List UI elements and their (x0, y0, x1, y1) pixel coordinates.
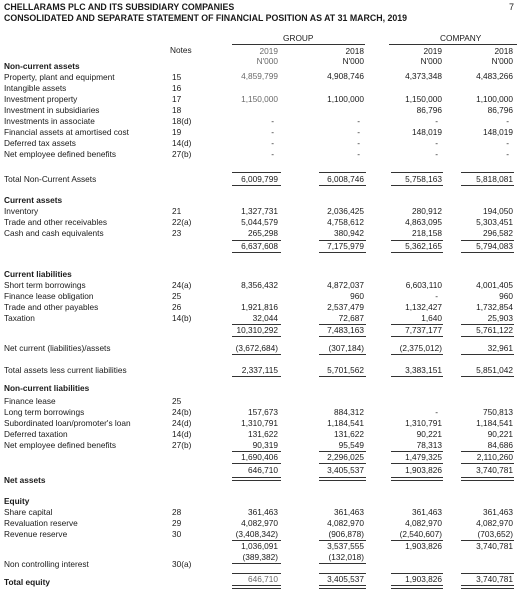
cell: 3,537,555 (327, 541, 364, 551)
cell: 5,303,451 (476, 217, 513, 227)
currency-company-2019: N'000 (420, 56, 442, 66)
cell: - (271, 138, 274, 148)
cell: 2,337,115 (241, 365, 278, 375)
row-label-revaluation-reserve: Revaluation reserve (4, 518, 78, 528)
rule (319, 376, 366, 377)
cell: 380,942 (334, 228, 364, 238)
cell: 1,100,000 (327, 94, 364, 104)
cell: 3,740,781 (476, 541, 513, 551)
cell: 1,921,816 (241, 302, 278, 312)
row-label-total-assets-less-cl: Total assets less current liabilities (4, 365, 127, 375)
row-label-net-employee-benefits: Net employee defined benefits (4, 149, 117, 159)
currency-group-2019: N'000 (256, 56, 278, 66)
cell: 361,463 (412, 507, 442, 517)
cell: 1,184,541 (327, 418, 364, 428)
row-label-net-assets: Net assets (4, 475, 46, 485)
cell: 265,298 (248, 228, 278, 238)
row-note-ppe: 15 (172, 72, 182, 82)
cell: - (271, 127, 274, 137)
row-label-short-term-borrowings: Short term borrowings (4, 280, 86, 290)
cell: (389,382) (242, 552, 278, 562)
row-label-cash: Cash and cash equivalents (4, 228, 104, 238)
rule (232, 354, 281, 355)
ppe-group-2018: 4,908,746 (327, 71, 364, 81)
rule (391, 463, 443, 464)
row-note-trade-payables: 26 (172, 302, 182, 312)
cell: 4,001,405 (476, 280, 513, 290)
current-assets-subtotal: 6,637,608 (241, 241, 278, 251)
row-note-finance-lease: 25 (172, 396, 182, 406)
row-label-financial-assets: Financial assets at amortised cost (4, 127, 129, 137)
cell: 1,150,000 (405, 94, 442, 104)
rule (319, 463, 366, 464)
ppe-company-2019: 4,373,348 (405, 71, 442, 81)
cell: 3,405,537 (327, 465, 364, 475)
cell: 90,319 (252, 440, 278, 450)
row-note-deferred-tax-assets: 14(d) (172, 138, 192, 148)
page-number: 7 (509, 2, 515, 12)
cell: 72,687 (338, 313, 364, 323)
rule (232, 252, 281, 253)
cell: - (435, 407, 438, 417)
cell: 90,221 (416, 429, 442, 439)
cell: 4,082,970 (476, 518, 513, 528)
cell: 4,863,095 (405, 217, 442, 227)
cell: (2,375,012) (399, 343, 442, 353)
cell: 32,044 (252, 313, 278, 323)
cell: 1,640 (421, 313, 442, 323)
cell: 86,796 (487, 105, 513, 115)
rule (461, 376, 514, 377)
cell: 5,851,042 (476, 365, 513, 375)
cell: - (506, 116, 509, 126)
row-label-finance-lease: Finance lease (4, 396, 56, 406)
row-note-revenue-reserve: 30 (172, 529, 182, 539)
cell: 78,313 (416, 440, 442, 450)
row-note-trade-receivables: 22(a) (172, 217, 192, 227)
cell: 7,737,177 (405, 325, 442, 335)
row-note-net-employee-benefits-ncl: 27(b) (172, 440, 192, 450)
row-note-deferred-taxation: 14(d) (172, 429, 192, 439)
cell: 5,758,163 (405, 174, 442, 184)
cell: 5,761,122 (476, 325, 513, 335)
rule (319, 172, 366, 173)
row-label-investments-associate: Investments in associate (4, 116, 95, 126)
cell: - (506, 138, 509, 148)
group-heading-rule (232, 44, 365, 45)
cell: 7,175,979 (327, 241, 364, 251)
row-label-subordinated-loan: Subordinated loan/promoter's loan (4, 418, 131, 428)
cell: 6,603,110 (405, 280, 442, 290)
cell: 4,082,970 (241, 518, 278, 528)
company-title: CHELLARAMS PLC AND ITS SUBSIDIARY COMPANIES (4, 2, 235, 12)
cell: 1,479,325 (405, 452, 442, 462)
rule (232, 573, 281, 574)
rule (391, 354, 443, 355)
row-note-taxation: 14(b) (172, 313, 192, 323)
cell: 95,549 (338, 440, 364, 450)
row-label-total-equity: Total equity (4, 577, 50, 587)
section-equity: Equity (4, 496, 30, 506)
cell: 3,740,781 (476, 465, 513, 475)
cell: 5,362,165 (405, 241, 442, 251)
cell: 1,132,427 (405, 302, 442, 312)
row-note-investment-property: 17 (172, 94, 182, 104)
rule (232, 463, 281, 464)
cell: - (357, 149, 360, 159)
cell: 884,312 (334, 407, 364, 417)
cell: 3,405,537 (327, 574, 364, 584)
row-label-trade-receivables: Trade and other receivables (4, 217, 108, 227)
rule (319, 585, 366, 589)
row-note-short-term-borrowings: 24(a) (172, 280, 192, 290)
cell: 86,796 (416, 105, 442, 115)
section-non-current-assets: Non-current assets (4, 61, 80, 71)
row-label-net-employee-benefits-ncl: Net employee defined benefits (4, 440, 117, 450)
row-note-share-capital: 28 (172, 507, 182, 517)
rule (461, 172, 514, 173)
rule (319, 477, 366, 481)
cell: 194,050 (483, 206, 513, 216)
cell: 2,537,479 (327, 302, 364, 312)
section-non-current-liabilities: Non-current liabilities (4, 383, 90, 393)
rule (391, 172, 443, 173)
rule (319, 336, 366, 337)
rule (232, 336, 281, 337)
cell: 1,732,854 (476, 302, 513, 312)
cell: 5,044,579 (241, 217, 278, 227)
cell: 1,903,826 (405, 541, 442, 551)
cell: 148,019 (483, 127, 513, 137)
cell: 1,310,791 (405, 418, 442, 428)
row-note-financial-assets: 19 (172, 127, 182, 137)
rule (461, 252, 514, 253)
cell: 5,818,081 (476, 174, 513, 184)
row-label-inventory: Inventory (4, 206, 39, 216)
cell: 2,110,260 (476, 452, 513, 462)
section-current-liabilities: Current liabilities (4, 269, 72, 279)
cell: 4,872,037 (327, 280, 364, 290)
cell: (132,018) (328, 552, 364, 562)
cell: - (357, 116, 360, 126)
rule (461, 463, 514, 464)
cell: 646,710 (248, 574, 278, 584)
cell: 960 (350, 291, 364, 301)
cell: 4,082,970 (327, 518, 364, 528)
cell: 5,794,083 (476, 241, 513, 251)
cell: 25,903 (487, 313, 513, 323)
cell: 361,463 (483, 507, 513, 517)
rule (461, 185, 514, 186)
cell: 296,582 (483, 228, 513, 238)
row-label-non-controlling-interest: Non controlling interest (4, 559, 89, 569)
cell: (906,878) (328, 529, 364, 539)
rule (391, 336, 443, 337)
row-note-revaluation-reserve: 29 (172, 518, 182, 528)
cell: 3,740,781 (476, 574, 513, 584)
row-label-net-current: Net current (liabilities)/assets (4, 343, 111, 353)
row-label-intangible: Intangible assets (4, 83, 67, 93)
row-note-non-controlling-interest: 30(a) (172, 559, 192, 569)
rule (319, 185, 366, 186)
row-label-taxation: Taxation (4, 313, 35, 323)
row-label-investment-subsidiaries: Investment in subsidiaries (4, 105, 100, 115)
cell: - (435, 138, 438, 148)
row-label-long-term-borrowings: Long term borrowings (4, 407, 85, 417)
company-heading-rule (389, 44, 517, 45)
rule (391, 477, 443, 481)
cell: - (271, 116, 274, 126)
cell: 2,296,025 (327, 452, 364, 462)
non-current-liabilities-subtotal: 1,690,406 (241, 452, 278, 462)
year-group-2018: 2018 (345, 46, 364, 56)
cell: 148,019 (412, 127, 442, 137)
cell: 6,008,746 (327, 174, 364, 184)
currency-company-2018: N'000 (491, 56, 513, 66)
row-note-intangible: 16 (172, 83, 182, 93)
cell: 90,221 (487, 429, 513, 439)
rule (391, 252, 443, 253)
row-note-net-employee-benefits: 27(b) (172, 149, 192, 159)
row-note-long-term-borrowings: 24(b) (172, 407, 192, 417)
cell: 361,463 (334, 507, 364, 517)
cell: 4,758,612 (327, 217, 364, 227)
cell: (3,672,684) (235, 343, 278, 353)
cell: 1,150,000 (241, 94, 278, 104)
cell: 4,082,970 (405, 518, 442, 528)
cell: 960 (499, 291, 513, 301)
cell: - (271, 149, 274, 159)
cell: 1,184,541 (476, 418, 513, 428)
row-label-trade-payables: Trade and other payables (4, 302, 99, 312)
cell: - (506, 149, 509, 159)
cell: 218,158 (412, 228, 442, 238)
cell: 5,701,562 (327, 365, 364, 375)
cell: 646,710 (248, 465, 278, 475)
row-label-deferred-tax-assets: Deferred tax assets (4, 138, 76, 148)
cell: 1,100,000 (476, 94, 513, 104)
cell: 32,961 (487, 343, 513, 353)
cell: - (357, 127, 360, 137)
rule (232, 477, 281, 481)
cell: 1,327,731 (241, 206, 278, 216)
row-label-ppe: Property, plant and equipment (4, 72, 115, 82)
row-label-investment-property: Investment property (4, 94, 78, 104)
notes-heading: Notes (170, 45, 192, 55)
row-label-share-capital: Share capital (4, 507, 53, 517)
group-heading: GROUP (283, 33, 314, 43)
cell: (307,184) (328, 343, 364, 353)
rule (391, 573, 443, 574)
cell: 131,622 (334, 429, 364, 439)
row-label-deferred-taxation: Deferred taxation (4, 429, 68, 439)
ppe-group-2019: 4,859,799 (241, 71, 278, 81)
cell: 7,483,163 (327, 325, 364, 335)
rule (391, 585, 443, 589)
row-label-total-non-current-assets: Total Non-Current Assets (4, 174, 97, 184)
cell: 361,463 (248, 507, 278, 517)
rule (319, 563, 366, 564)
rule (319, 252, 366, 253)
row-note-investment-subsidiaries: 18 (172, 105, 182, 115)
cell: 131,622 (248, 429, 278, 439)
rule (391, 185, 443, 186)
year-group-2019: 2019 (259, 46, 278, 56)
cell: 3,383,151 (405, 365, 442, 375)
row-note-cash: 23 (172, 228, 182, 238)
section-current-assets: Current assets (4, 195, 63, 205)
cell: - (435, 149, 438, 159)
year-company-2019: 2019 (423, 46, 442, 56)
company-heading: COMPANY (440, 33, 482, 43)
rule (232, 172, 281, 173)
cell: (2,540,607) (399, 529, 442, 539)
cell: - (435, 116, 438, 126)
cell: 8,356,432 (241, 280, 278, 290)
cell: 750,813 (483, 407, 513, 417)
rule (232, 563, 281, 564)
ppe-company-2018: 4,483,266 (476, 71, 513, 81)
cell: - (357, 138, 360, 148)
rule (232, 376, 281, 377)
row-label-revenue-reserve: Revenue reserve (4, 529, 68, 539)
rule (319, 354, 366, 355)
rule (232, 585, 281, 589)
cell: 2,036,425 (327, 206, 364, 216)
rule (461, 585, 514, 589)
current-liabilities-subtotal: 10,310,292 (236, 325, 278, 335)
row-note-subordinated-loan: 24(d) (172, 418, 192, 428)
cell: (3,408,342) (235, 529, 278, 539)
cell: 6,009,799 (241, 174, 278, 184)
equity-subtotal: 1,036,091 (241, 541, 278, 551)
cell: 1,903,826 (405, 465, 442, 475)
cell: 280,912 (412, 206, 442, 216)
cell: 157,673 (248, 407, 278, 417)
row-note-investments-associate: 18(d) (172, 116, 192, 126)
cell: 1,903,826 (405, 574, 442, 584)
rule (232, 185, 281, 186)
rule (391, 376, 443, 377)
row-note-finance-lease-obligation: 25 (172, 291, 182, 301)
rule (319, 573, 366, 574)
cell: 1,310,791 (241, 418, 278, 428)
cell: - (435, 291, 438, 301)
cell: (703,652) (477, 529, 513, 539)
row-label-finance-lease-obligation: Finance lease obligation (4, 291, 94, 301)
currency-group-2018: N'000 (342, 56, 364, 66)
rule (461, 354, 514, 355)
rule (461, 477, 514, 481)
row-note-inventory: 21 (172, 206, 182, 216)
rule (461, 573, 514, 574)
year-company-2018: 2018 (494, 46, 513, 56)
statement-title: CONSOLIDATED AND SEPARATE STATEMENT OF FINANCIAL POSITION AS AT 31 MARCH, 2019 (4, 13, 408, 23)
cell: 84,686 (487, 440, 513, 450)
rule (461, 336, 514, 337)
